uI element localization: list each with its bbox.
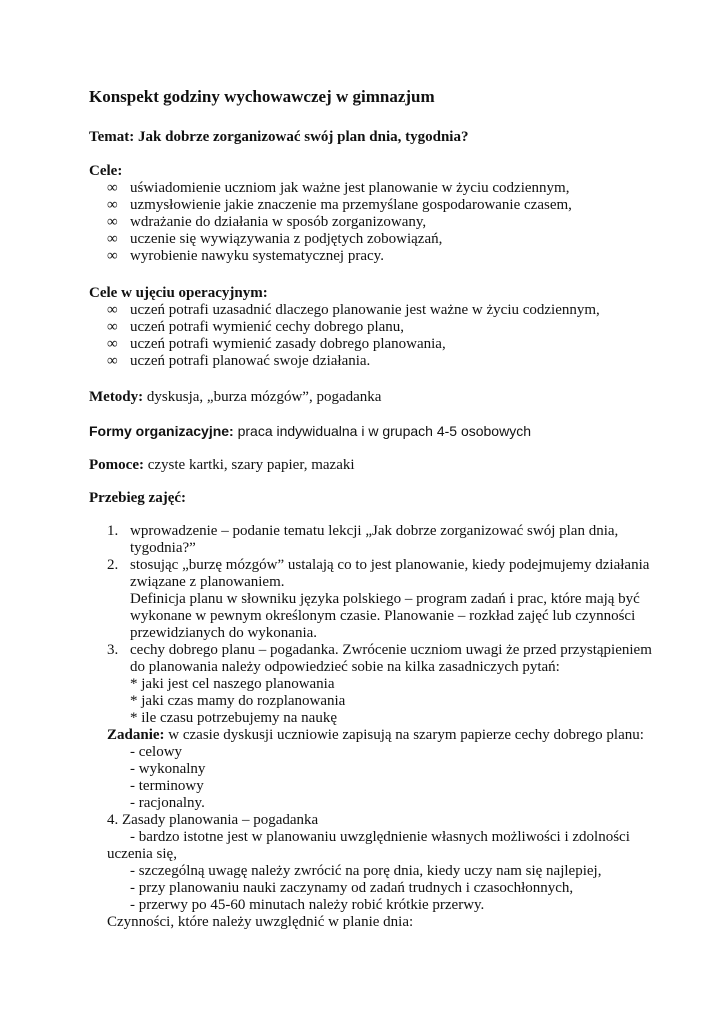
course-heading: Przebieg zajęć: bbox=[89, 490, 187, 506]
infinity-bullet-icon: ∞ bbox=[107, 231, 118, 247]
operational-goals-list bbox=[107, 302, 600, 370]
forms-line bbox=[89, 423, 531, 441]
list-item: ∞ uczeń potrafi planować swoje działania. bbox=[107, 353, 371, 369]
list-item: ∞ uświadomienie uczniom jak ważne jest planowanie w życiu codziennym, bbox=[107, 180, 570, 196]
aids-text: czyste kartki, szary papier, mazaki bbox=[143, 457, 355, 473]
task-text: w czasie dyskusji uczniowie zapisują na szarym papierze cechy dobrego planu: bbox=[164, 727, 644, 743]
list-item: ∞ wyrobienie nawyku systematycznej pracy. bbox=[107, 248, 384, 264]
item-4-line-5: - przerwy po 45-60 minutach należy robić krótkie przerwy. bbox=[130, 897, 485, 913]
item-2-line-2: związane z planowaniem. bbox=[130, 574, 285, 590]
methods-label: Metody: bbox=[89, 389, 144, 405]
list-item: ∞ uzmysłowienie jakie znaczenie ma przemyślane gospodarowanie czasem, bbox=[107, 197, 572, 213]
infinity-bullet-icon: ∞ bbox=[107, 319, 118, 335]
infinity-bullet-icon: ∞ bbox=[107, 302, 118, 318]
question-1: * jaki jest cel naszego planowania bbox=[130, 676, 335, 692]
item-1-line-2: tygodnia?” bbox=[130, 540, 196, 556]
forms-label: Formy organizacyjne: bbox=[89, 423, 234, 439]
lesson-topic: Temat: Jak dobrze zorganizować swój plan dnia, tygodnia? bbox=[89, 129, 469, 145]
task-line bbox=[107, 727, 644, 744]
question-2: * jaki czas mamy do rozplanowania bbox=[130, 693, 346, 709]
item-2-line-4: wykonane w pewnym określonym czasie. Planowanie – rozkład zajęć lub czynności bbox=[130, 608, 636, 624]
infinity-bullet-icon: ∞ bbox=[107, 248, 118, 264]
item-number: 1. bbox=[107, 523, 119, 539]
aids-label: Pomoce: bbox=[89, 457, 144, 473]
item-2-line-5: przewidzianych do wykonania. bbox=[130, 625, 318, 641]
item-4-line-3: - szczególną uwagę należy zwrócić na porę dnia, kiedy uczy nam się najlepiej, bbox=[130, 863, 602, 879]
goals-heading: Cele: bbox=[89, 163, 123, 179]
operational-goals-heading: Cele w ujęciu operacyjnym: bbox=[89, 285, 268, 301]
infinity-bullet-icon: ∞ bbox=[107, 336, 118, 352]
item-2-line-1: stosując „burzę mózgów” ustalają co to jest planowanie, kiedy podejmujemy działania bbox=[130, 557, 650, 573]
item-4-line-4: - przy planowaniu nauki zaczynamy od zadań trudnych i czasochłonnych, bbox=[130, 880, 574, 896]
item-3-line-2: do planowania należy odpowiedzieć sobie na kilka zasadniczych pytań: bbox=[130, 659, 560, 675]
methods-line bbox=[89, 389, 381, 406]
item-4-title: 4. Zasady planowania – pogadanka bbox=[107, 812, 319, 828]
task-label: Zadanie: bbox=[107, 727, 165, 743]
infinity-bullet-icon: ∞ bbox=[107, 214, 118, 230]
item-3-line-1: cechy dobrego planu – pogadanka. Zwrócenie uczniom uwagi że przed przystąpieniem bbox=[130, 642, 652, 658]
list-item: ∞ wdrażanie do działania w sposób zorganizowany, bbox=[107, 214, 427, 230]
document-title: Konspekt godziny wychowawczej w gimnazjum bbox=[89, 87, 435, 106]
list-item: ∞ uczeń potrafi wymienić zasady dobrego planowania, bbox=[107, 336, 446, 352]
item-4-line-6: Czynności, które należy uwzględnić w planie dnia: bbox=[107, 914, 414, 930]
list-item: ∞ uczeń potrafi uzasadnić dlaczego planowanie jest ważne w życiu codziennym, bbox=[107, 302, 600, 318]
feature-item: - terminowy bbox=[130, 778, 204, 794]
item-4-line-1: - bardzo istotne jest w planowaniu uwzględnienie własnych możliwości i zdolności bbox=[130, 829, 630, 845]
aids-line bbox=[89, 457, 355, 474]
item-number: 3. bbox=[107, 642, 119, 658]
forms-text: praca indywidualna i w grupach 4-5 osobowych bbox=[233, 423, 531, 439]
item-1-line-1: wprowadzenie – podanie tematu lekcji „Jak dobrze zorganizować swój plan dnia, bbox=[130, 523, 619, 539]
item-number: 2. bbox=[107, 557, 119, 573]
methods-text: dyskusja, „burza mózgów”, pogadanka bbox=[143, 389, 382, 405]
feature-item: - celowy bbox=[130, 744, 183, 760]
item-2-line-3: Definicja planu w słowniku języka polskiego – program zadań i prac, które mają być bbox=[130, 591, 640, 607]
question-3: * ile czasu potrzebujemy na naukę bbox=[130, 710, 337, 726]
infinity-bullet-icon: ∞ bbox=[107, 197, 118, 213]
list-item: ∞ uczenie się wywiązywania z podjętych zobowiązań, bbox=[107, 231, 443, 247]
list-item: ∞ uczeń potrafi wymienić cechy dobrego planu, bbox=[107, 319, 405, 335]
goals-list bbox=[107, 180, 572, 265]
infinity-bullet-icon: ∞ bbox=[107, 353, 118, 369]
item-4-line-2: uczenia się, bbox=[107, 846, 177, 862]
feature-item: - racjonalny. bbox=[130, 795, 205, 811]
feature-item: - wykonalny bbox=[130, 761, 206, 777]
infinity-bullet-icon: ∞ bbox=[107, 180, 118, 196]
